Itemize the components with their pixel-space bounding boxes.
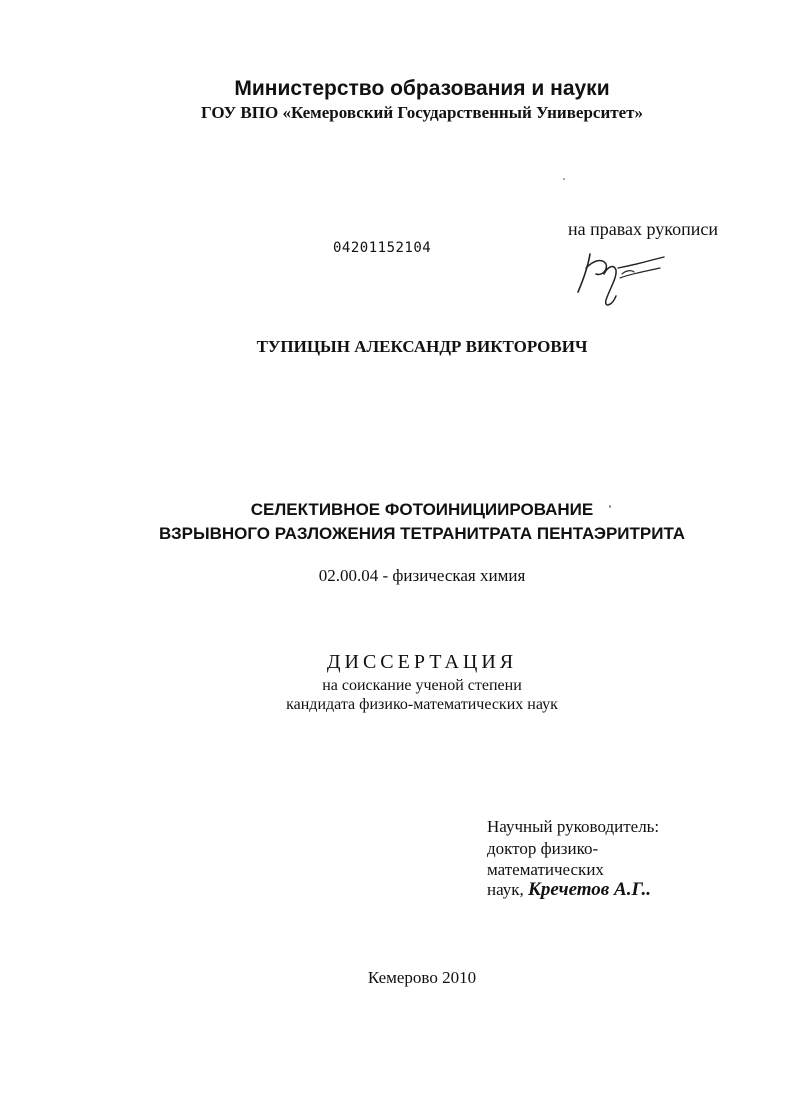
- degree-line-2: кандидата физико-математических наук: [286, 696, 558, 713]
- advisor-label: Научный руководитель:: [487, 817, 660, 836]
- registration-code: 04201152104: [333, 240, 432, 256]
- advisor-title-line-1: доктор физико-: [487, 839, 599, 858]
- city-year: Кемерово 2010: [367, 968, 477, 987]
- document-type: ДИССЕРТАЦИЯ: [326, 651, 518, 673]
- degree-line-1: на соискание ученой степени: [322, 677, 522, 694]
- university-heading: ГОУ ВПО «Кемеровский Государственный Университет»: [201, 103, 643, 122]
- dissertation-title-line-2: ВЗРЫВНОГО РАЗЛОЖЕНИЯ ТЕТРАНИТРАТА ПЕНТАЭРИТРИТА: [158, 524, 686, 543]
- dissertation-title-line-1: СЕЛЕКТИВНОЕ ФОТОИНИЦИИРОВАНИЕ: [250, 500, 594, 519]
- manuscript-rights-note: на правах рукописи: [568, 219, 718, 239]
- specialty-code: 02.00.04 - физическая химия: [318, 566, 526, 585]
- advisor-title-line-3: [487, 879, 651, 901]
- author-name: ТУПИЦЫН АЛЕКСАНДР ВИКТОРОВИЧ: [256, 337, 588, 356]
- advisor-title-line-2: математических: [487, 860, 604, 879]
- scan-speck: [609, 505, 611, 508]
- advisor-name: Кречетов А.Г..: [528, 879, 652, 900]
- ministry-heading: Министерство образования и науки: [234, 77, 610, 100]
- handwritten-signature: [572, 244, 672, 314]
- advisor-title-suffix: наук,: [487, 880, 529, 899]
- scan-speck: [563, 178, 565, 180]
